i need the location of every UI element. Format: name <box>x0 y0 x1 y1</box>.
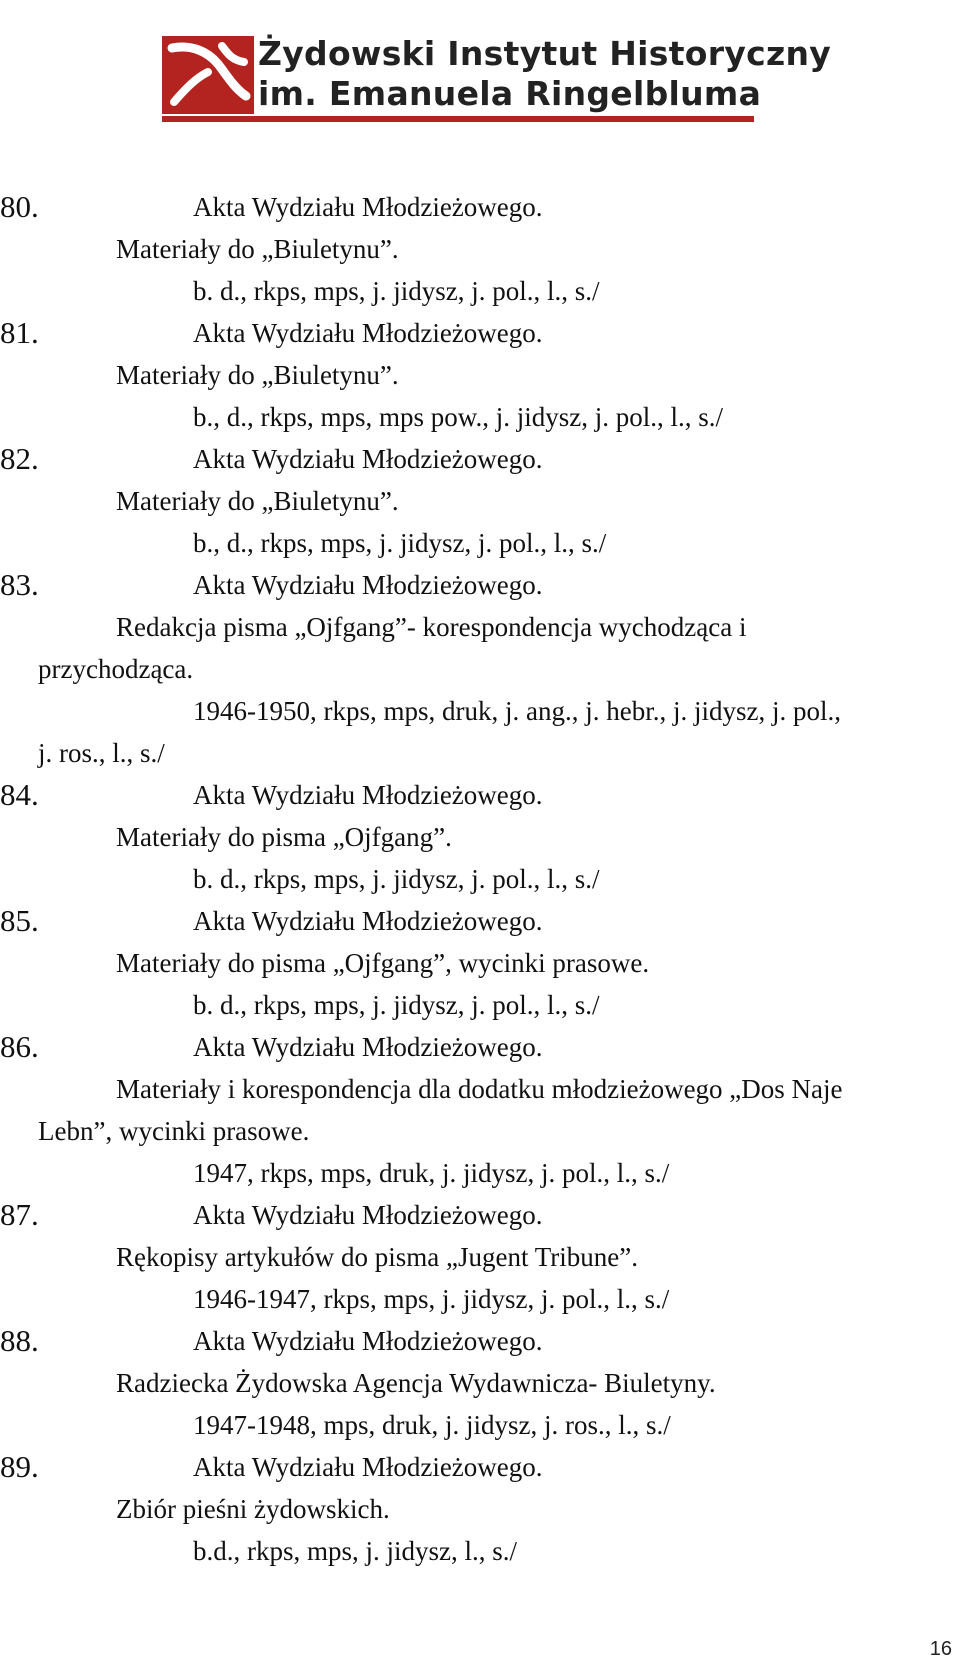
entry-series: Akta Wydziału Młodzieżowego. <box>193 1452 543 1482</box>
entry-meta: 1946-1947, rkps, mps, j. jidysz, j. pol., l., s./ <box>193 1284 670 1314</box>
zih-emblem-icon <box>162 36 254 114</box>
entry-number: 83. <box>0 567 39 602</box>
entry-title: Materiały do „Biuletynu”. <box>116 486 399 516</box>
logo-line-1: Żydowski Instytut Historyczny <box>258 34 832 73</box>
catalog-entry <box>0 900 960 1026</box>
catalog-entry <box>0 1320 960 1446</box>
entry-number: 82. <box>0 441 39 476</box>
entry-number: 88. <box>0 1323 39 1358</box>
entry-meta: 1946-1950, rkps, mps, druk, j. ang., j. hebr., j. jidysz, j. pol., <box>193 696 841 726</box>
entry-title: Materiały do „Biuletynu”. <box>116 234 399 264</box>
page-number: 16 <box>929 1638 952 1660</box>
catalog-list <box>0 186 960 1572</box>
entry-title: Materiały do pisma „Ojfgang”. <box>116 822 452 852</box>
entry-series: Akta Wydziału Młodzieżowego. <box>193 444 543 474</box>
entry-series: Akta Wydziału Młodzieżowego. <box>193 1032 543 1062</box>
entry-series: Akta Wydziału Młodzieżowego. <box>193 1326 543 1356</box>
entry-meta: b., d., rkps, mps, j. jidysz, j. pol., l., s./ <box>193 528 607 558</box>
entry-meta: b., d., rkps, mps, mps pow., j. jidysz, j. pol., l., s./ <box>193 402 724 432</box>
catalog-entry <box>0 774 960 900</box>
entry-number: 84. <box>0 777 39 812</box>
entry-number: 85. <box>0 903 39 938</box>
institute-logo <box>162 34 832 122</box>
entry-title: Radziecka Żydowska Agencja Wydawnicza- Biuletyny. <box>116 1368 716 1398</box>
entry-series: Akta Wydziału Młodzieżowego. <box>193 906 543 936</box>
catalog-entry <box>0 312 960 438</box>
entry-meta: 1947-1948, mps, druk, j. jidysz, j. ros., l., s./ <box>193 1410 671 1440</box>
entry-meta: 1947, rkps, mps, druk, j. jidysz, j. pol., l., s./ <box>193 1158 670 1188</box>
catalog-entry <box>0 1446 960 1572</box>
catalog-entry <box>0 564 960 774</box>
entry-series: Akta Wydziału Młodzieżowego. <box>193 780 543 810</box>
entry-meta: b.d., rkps, mps, j. jidysz, l., s./ <box>193 1536 518 1566</box>
entry-series: Akta Wydziału Młodzieżowego. <box>193 1200 543 1230</box>
entry-title: Rękopisy artykułów do pisma „Jugent Tribune”. <box>116 1242 638 1272</box>
entry-number: 81. <box>0 315 39 350</box>
entry-meta: b. d., rkps, mps, j. jidysz, j. pol., l., s./ <box>193 276 600 306</box>
entry-number: 80. <box>0 189 39 224</box>
entry-meta: b. d., rkps, mps, j. jidysz, j. pol., l., s./ <box>193 990 600 1020</box>
entry-title-continued: przychodząca. <box>38 654 194 684</box>
entry-title: Materiały i korespondencja dla dodatku młodzieżowego „Dos Naje <box>116 1074 843 1104</box>
entry-title: Materiały do „Biuletynu”. <box>116 360 399 390</box>
entry-meta-continued: j. ros., l., s./ <box>38 738 165 768</box>
entry-number: 86. <box>0 1029 39 1064</box>
entry-title: Materiały do pisma „Ojfgang”, wycinki prasowe. <box>116 948 650 978</box>
entry-title-continued: Lebn”, wycinki prasowe. <box>38 1116 310 1146</box>
logo-underline <box>162 116 754 122</box>
entry-series: Akta Wydziału Młodzieżowego. <box>193 318 543 348</box>
catalog-entry <box>0 438 960 564</box>
entry-title: Zbiór pieśni żydowskich. <box>116 1494 390 1524</box>
entry-series: Akta Wydziału Młodzieżowego. <box>193 192 543 222</box>
entry-number: 87. <box>0 1197 39 1232</box>
entry-meta: b. d., rkps, mps, j. jidysz, j. pol., l., s./ <box>193 864 600 894</box>
catalog-entry <box>0 186 960 312</box>
entry-title: Redakcja pisma „Ojfgang”- korespondencja wychodząca i <box>116 612 747 642</box>
catalog-entry <box>0 1194 960 1320</box>
entry-number: 89. <box>0 1449 39 1484</box>
catalog-entry <box>0 1026 960 1194</box>
logo-wordmark <box>258 34 831 114</box>
logo-line-2: im. Emanuela Ringelbluma <box>258 74 762 113</box>
entry-series: Akta Wydziału Młodzieżowego. <box>193 570 543 600</box>
